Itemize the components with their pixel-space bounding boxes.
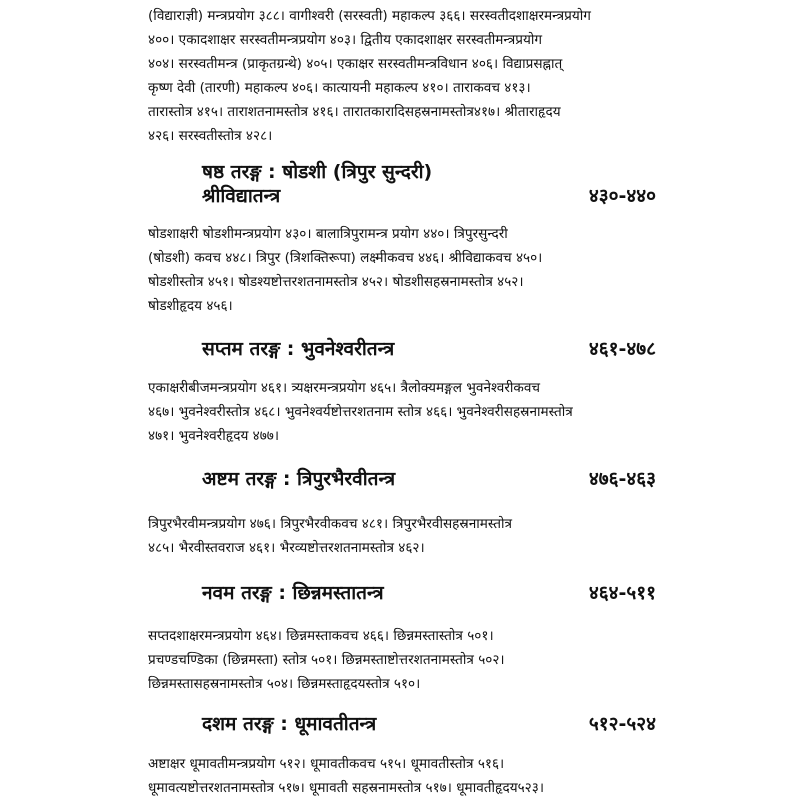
section-contents [148,376,656,448]
section-page-range: ४३०-४४० [588,185,656,207]
text-line: षोडशीहृदय ४५६। [148,298,233,314]
section-heading [202,579,656,605]
section-title: दशम तरङ्ग : धूमावतीतन्त्र [202,713,377,735]
text-line: प्रचण्डचण्डिका (छिन्नमस्ता) स्तोत्र ५०१। छिन्नमस्ताष्टोत्तरशतनामस्तोत्र ५०२। [148,652,505,668]
intro-paragraph [148,4,656,148]
text-line: तारास्तोत्र ४१५। ताराशतनामस्तोत्र ४१६। तारातकारादिसहस्रनामस्तोत्र४१७। श्रीताराहृदय [148,104,561,120]
text-line: छिन्नमस्तासहस्रनामस्तोत्र ५०४। छिन्नमस्ताहृदयस्तोत्र ५१०। [148,676,421,692]
text-line: षोडशाक्षरी षोडशीमन्त्रप्रयोग ४३०। बालात्रिपुरामन्त्र प्रयोग ४४०। त्रिपुरसुन्दरी [148,226,508,242]
section-title: सप्तम तरङ्ग : भुवनेश्वरीतन्त्र [202,338,395,360]
text-line: ४७१। भुवनेश्वरीहृदय ४७७। [148,428,280,444]
text-line: एकाक्षरीबीजमन्त्रप्रयोग ४६१। त्र्यक्षरमन्त्रप्रयोग ४६५। त्रैलोक्यमङ्गल भुवनेश्वरीकवच [148,380,541,396]
text-line: षोडशीस्तोत्र ४५१। षोडश्यष्टोत्तरशतनामस्तोत्र ४५२। षोडशीसहस्रनामस्तोत्र ४५२। [148,274,524,290]
text-line: ४००। एकादशाक्षर सरस्वतीमन्त्रप्रयोग ४०३। द्वितीय एकादशाक्षर सरस्वतीमन्त्रप्रयोग [148,32,543,48]
text-line: धूमावत्यष्टोत्तरशतनामस्तोत्र ५१७। धूमावती सहस्रनामस्तोत्र ५१७। धूमावतीहृदय५२३। [148,780,544,796]
text-line: ४०४। सरस्वतीमन्त्र (प्राकृतग्रन्थे) ४०५। एकाक्षर सरस्वतीमन्त्रविधान ४०६। विद्याप्रसह्नात् [148,56,563,72]
section-heading [202,335,656,361]
section-heading [202,710,656,736]
text-line: (षोडशी) कवच ४४८। त्रिपुर (त्रिशक्तिरूपा) लक्ष्मीकवच ४४६। श्रीविद्याकवच ४५०। [148,250,543,266]
text-line: कृष्ण देवी (तारणी) महाकल्प ४०६। कात्यायनी महाकल्प ४१०। ताराकवच ४१३। [148,80,531,96]
section-contents [148,222,656,318]
section-subtitle: श्रीविद्यातन्त्र [202,185,281,207]
section-title: नवम तरङ्ग : छिन्नमस्तातन्त्र [202,582,384,604]
section-title: षष्ठ तरङ्ग : षोडशी (त्रिपुर सुन्दरी) [202,161,433,183]
text-line: त्रिपुरभैरवीमन्त्रप्रयोग ४७६। त्रिपुरभैरवीकवच ४८१। त्रिपुरभैरवीसहस्रनामस्तोत्र [148,516,512,532]
text-line: (विद्याराज्ञी) मन्त्रप्रयोग ३८८। वागीश्वरी (सरस्वती) महाकल्प ३६६। सरस्वतीदशाक्षरमन्त्रप्रयोग [148,8,591,24]
text-line: अष्टाक्षर धूमावतीमन्त्रप्रयोग ५१२। धूमावतीकवच ५१५। धूमावतीस्तोत्र ५१६। [148,756,505,772]
text-line: ४६७। भुवनेश्वरीस्तोत्र ४६८। भुवनेश्वर्यष्टोत्तरशतनाम स्तोत्र ४६६। भुवनेश्वरीसहस्रनामस्तोत्र [148,404,573,420]
section-contents [148,624,656,696]
section-heading [202,158,656,208]
section-heading [202,465,656,491]
section-page-range: ५१२-५२४ [588,713,656,735]
section-title: अष्टम तरङ्ग : त्रिपुरभैरवीतन्त्र [202,468,396,490]
text-line: सप्तदशाक्षरमन्त्रप्रयोग ४६४। छिन्नमस्ताकवच ४६६। छिन्नमस्तास्तोत्र ५०१। [148,628,494,644]
section-contents [148,752,656,800]
section-page-range: ४७६-४६३ [588,468,656,490]
section-page-range: ४६४-५११ [588,582,656,604]
text-line: ४८५। भैरवीस्तवराज ४६१। भैरव्यष्टोत्तरशतनामस्तोत्र ४६२। [148,540,425,556]
section-page-range: ४६१-४७८ [588,338,656,360]
text-line: ४२६। सरस्वतीस्तोत्र ४२८। [148,128,273,144]
section-contents [148,512,656,560]
